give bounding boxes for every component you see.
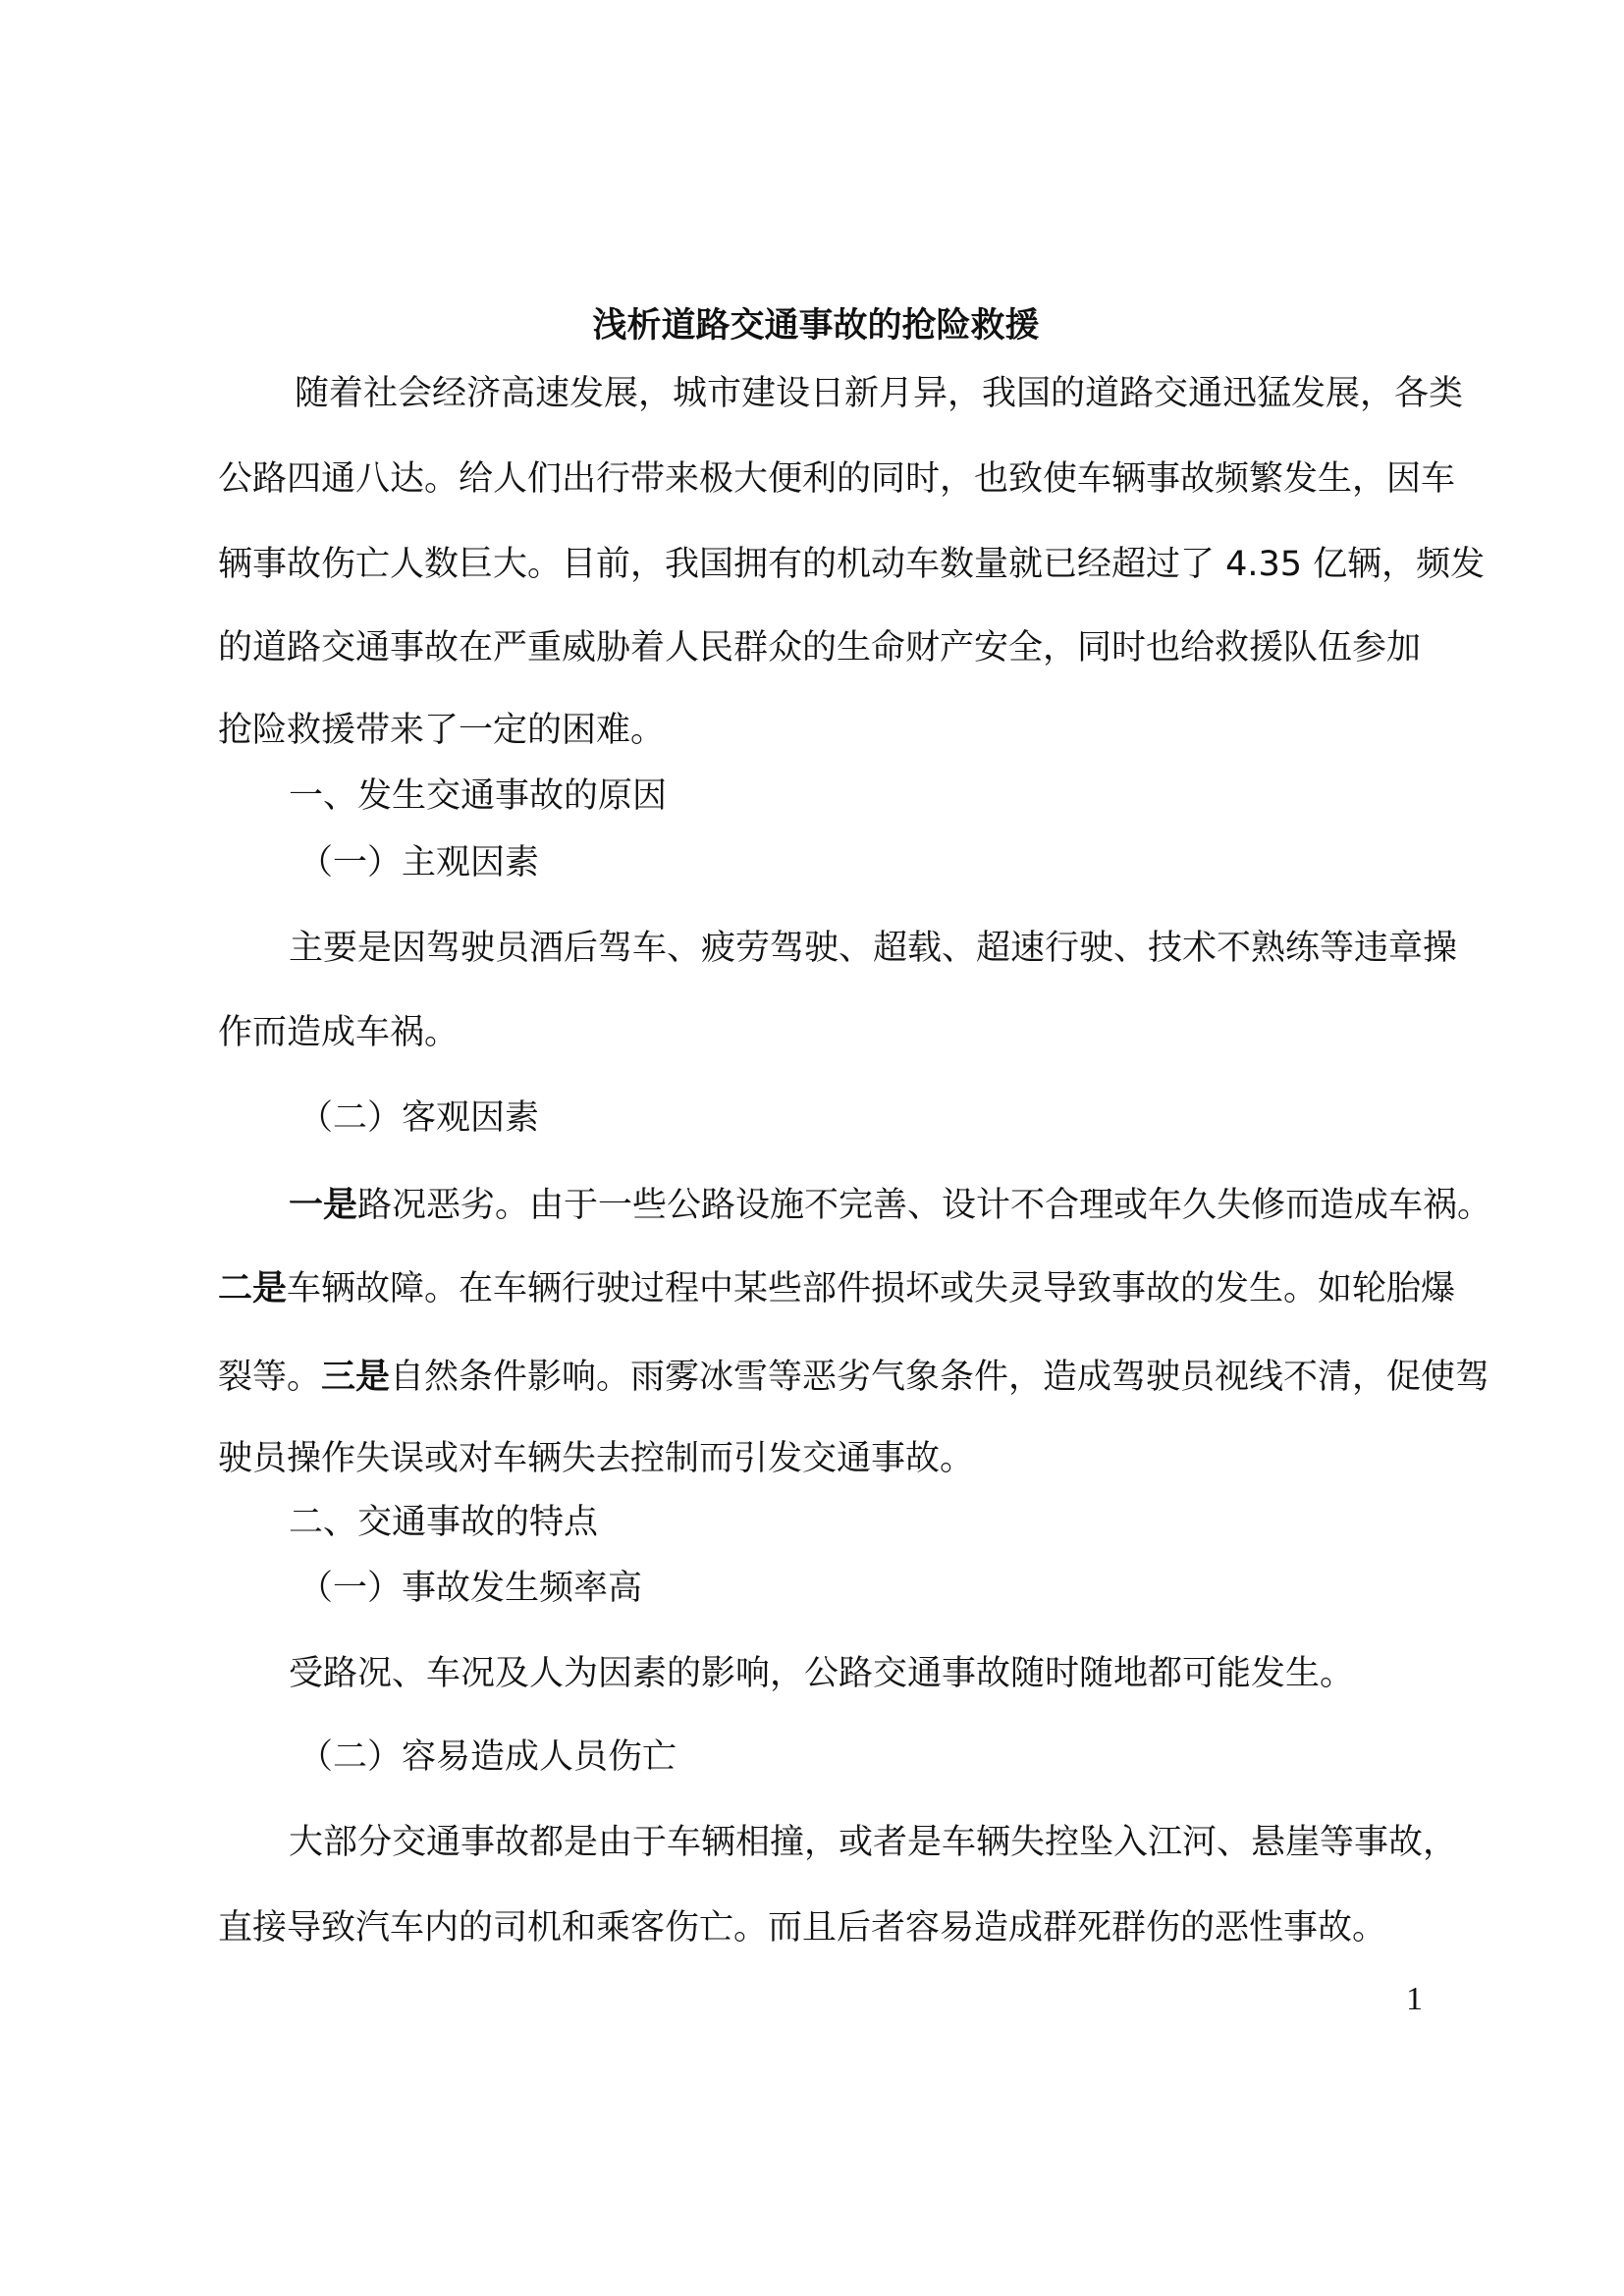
paragraph-line: 公路四通八达。给人们出行带来极大便利的同时，也致使车辆事故频繁发生，因车 (218, 459, 1456, 499)
bold-lead: 三是 (321, 1358, 391, 1397)
paragraph-line: 大部分交通事故都是由于车辆相撞，或者是车辆失控坠入江河、悬崖等事故， (289, 1823, 1458, 1862)
subsection-heading: （一）事故发生频率高 (298, 1569, 643, 1608)
bold-lead: 一是 (289, 1186, 358, 1225)
paragraph-line: 驶员操作失误或对车辆失去控制而引发交通事故。 (218, 1439, 975, 1478)
paragraph-line: 受路况、车况及人为因素的影响，公路交通事故随时随地都可能发生。 (289, 1654, 1355, 1693)
paragraph-line: 作而造成车祸。 (218, 1013, 460, 1052)
subsection-heading: （一）主观因素 (298, 843, 540, 882)
section-heading: 一、发生交通事故的原因 (289, 776, 668, 816)
paragraph-line (218, 1356, 1490, 1399)
line-text: 车辆故障。在车辆行驶过程中某些部件损坏或失灵导致事故的发生。如轮胎爆 (287, 1269, 1456, 1308)
page-number: 1 (1406, 1981, 1423, 2017)
line-text: 路况恶劣。由于一些公路设施不完善、设计不合理或年久失修而造成车祸。 (357, 1186, 1492, 1225)
line-text: 裂等。 (218, 1358, 322, 1397)
bold-lead: 二是 (218, 1269, 288, 1308)
section-heading: 二、交通事故的特点 (289, 1503, 599, 1542)
paragraph-line: 辆事故伤亡人数巨大。目前，我国拥有的机动车数量就已经超过了 4.35 亿辆，频发 (218, 545, 1486, 584)
paragraph-line: 随着社会经济高速发展，城市建设日新月异，我国的道路交通迅猛发展，各类 (295, 374, 1464, 413)
subsection-heading: （二）客观因素 (298, 1098, 540, 1138)
document-title: 浅析道路交通事故的抢险救援 (592, 306, 1040, 346)
paragraph-line: 抢险救援带来了一定的困难。 (218, 711, 666, 750)
paragraph-line: 主要是因驾驶员酒后驾车、疲劳驾驶、超载、超速行驶、技术不熟练等违章操 (289, 929, 1458, 968)
line-text: 自然条件影响。雨雾冰雪等恶劣气象条件，造成驾驶员视线不清，促使驾 (390, 1358, 1490, 1397)
subsection-heading: （二）容易造成人员伤亡 (298, 1737, 677, 1777)
paragraph-line (218, 1267, 1456, 1310)
paragraph-line (289, 1184, 1492, 1227)
paragraph-line: 直接导致汽车内的司机和乘客伤亡。而且后者容易造成群死群伤的恶性事故。 (218, 1908, 1387, 1948)
paragraph-line: 的道路交通事故在严重威胁着人民群众的生命财产安全，同时也给救援队伍参加 (218, 628, 1422, 667)
